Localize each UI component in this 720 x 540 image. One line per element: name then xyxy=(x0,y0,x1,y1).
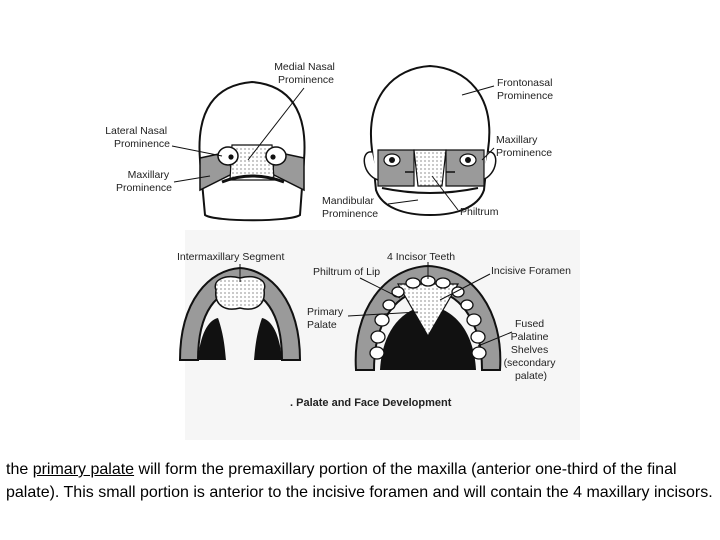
label-mandibular: Mandibular Prominence xyxy=(322,195,379,220)
label-fused-palatine: Fused Palatine Shelves (secondary palate) xyxy=(503,318,556,382)
label-lateral-nasal: Lateral Nasal Prominence xyxy=(105,125,170,150)
label-frontonasal: Frontonasal Prominence xyxy=(497,77,554,102)
label-incisive-foramen: Incisive Foramen xyxy=(491,265,571,277)
figure-caption: . Palate and Face Development xyxy=(290,397,452,409)
label-philtrum: Philtrum xyxy=(460,206,499,218)
explanatory-text: the primary palate will form the premaxillary portion of the maxilla (anterior one-third of the final palate). This small portion is anterior to the incisive foramen and will contain the 4 maxillary incisors. xyxy=(6,461,713,501)
label-incisor-teeth: 4 Incisor Teeth xyxy=(387,251,456,263)
label-intermaxillary: Intermaxillary Segment xyxy=(177,251,285,263)
label-maxillary-left: Maxillary Prominence xyxy=(115,169,172,194)
label-maxillary-right: Maxillary Prominence xyxy=(496,134,553,159)
head-later-stage xyxy=(364,66,495,215)
label-medial-nasal: Medial Nasal Prominence xyxy=(274,61,335,86)
label-philtrum-lip: Philtrum of Lip xyxy=(313,266,381,278)
label-primary-palate: Primary Palate xyxy=(307,306,344,331)
term-primary-palate: primary palate xyxy=(32,461,135,478)
head-front-view xyxy=(199,82,304,220)
